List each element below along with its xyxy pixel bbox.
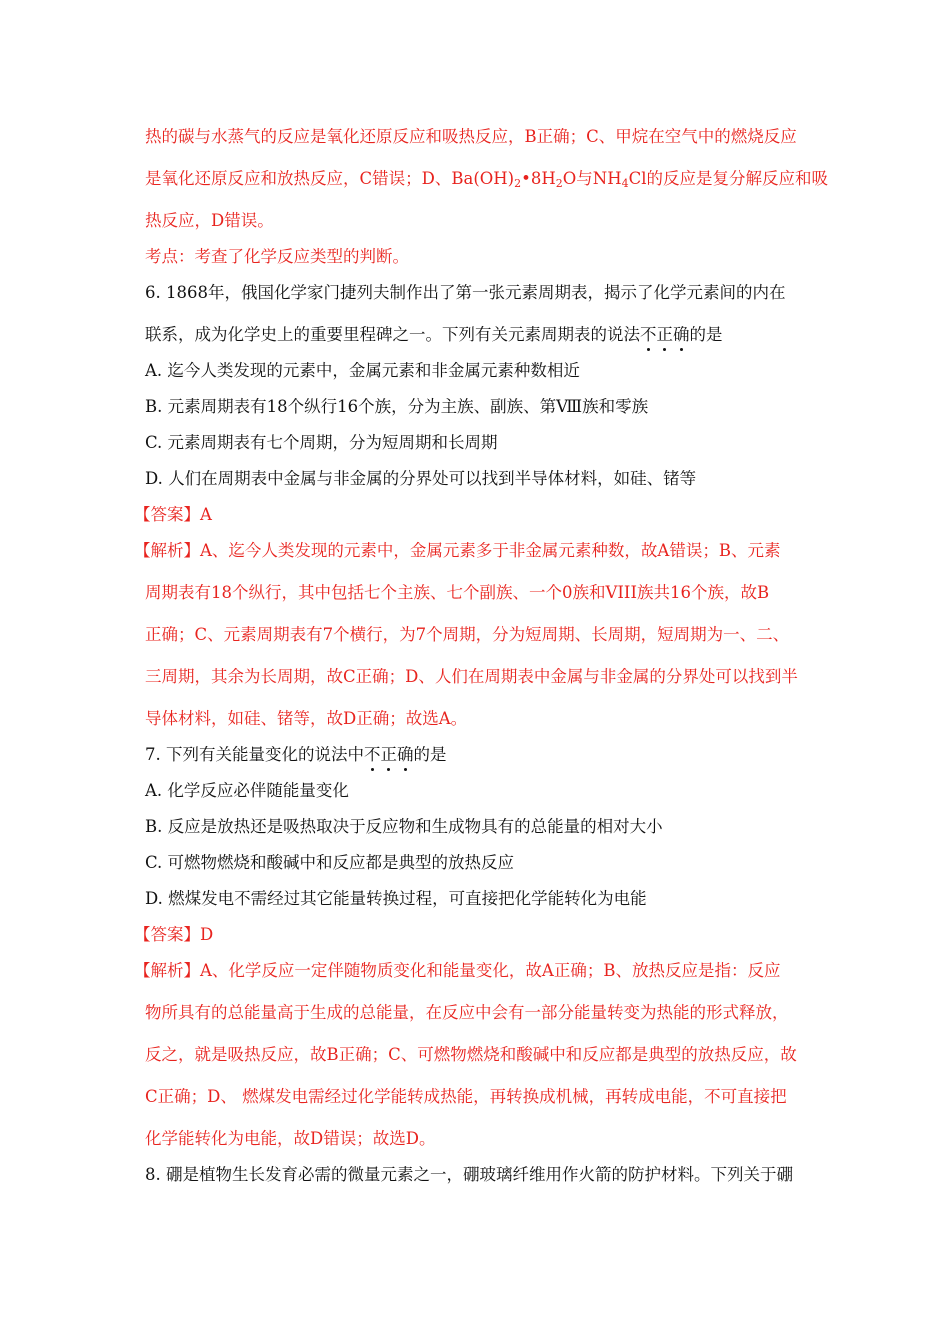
q6-stem-line-2: 联系，成为化学史上的重要里程碑之一。下列有关元素周期表的说法不正确的是 [145, 325, 723, 344]
emphasis-dot-char: 不 [364, 745, 381, 764]
q7-option-c: C. 可燃物燃烧和酸碱中和反应都是典型的放热反应 [145, 853, 515, 872]
q6-option-a: A. 迄今人类发现的元素中，金属元素和非金属元素种数相近 [145, 361, 580, 380]
q7-analysis-line-4: C正确；D、 燃煤发电需经过化学能转成热能，再转换成机械，再转成电能，不可直接把 [145, 1087, 787, 1106]
q7-analysis-line-1: 【解析】A、化学反应一定伴随物质变化和能量变化，故A正确；B、放热反应是指：反应 [134, 961, 781, 980]
q6-analysis-line-2: 周期表有18个纵行，其中包括七个主族、七个副族、一个0族和VIII族共16个族，故B [145, 583, 770, 602]
q6-stem-line-1: 6. 1868年，俄国化学家门捷列夫制作出了第一张元素周期表，揭示了化学元素间的内在 [145, 283, 786, 302]
q6-option-b: B. 元素周期表有18个纵行16个族，分为主族、副族、第Ⅷ族和零族 [145, 397, 649, 416]
q7-analysis-line-3: 反之，就是吸热反应，故B正确；C、可燃物燃烧和酸碱中和反应都是典型的放热反应，故 [145, 1045, 797, 1064]
q5-analysis-line-2: 是氧化还原反应和放热反应，C错误；D、$Ba(OH)_2•8H_2O$与$NH_4Cl$的反应是复分解反应和吸 [145, 169, 829, 190]
emphasis-dot-char: 正 [656, 325, 673, 344]
q6-analysis-line-5: 导体材料，如硅、锗等，故D正确；故选A。 [145, 709, 468, 728]
emphasis-dot-char: 正 [380, 745, 397, 764]
q6-answer: 【答案】A [134, 505, 212, 524]
q7-analysis-line-2: 物所具有的总能量高于生成的总能量，在反应中会有一部分能量转变为热能的形式释放， [145, 1003, 789, 1022]
q6-analysis-line-1: 【解析】A、迄今人类发现的元素中，金属元素多于非金属元素种数，故A错误；B、元素 [134, 541, 781, 560]
q7-option-b: B. 反应是放热还是吸热取决于反应物和生成物具有的总能量的相对大小 [145, 817, 663, 836]
q7-stem: 7. 下列有关能量变化的说法中不正确的是 [145, 745, 447, 764]
q7-answer: 【答案】D [134, 925, 214, 944]
q6-analysis-line-3: 正确；C、元素周期表有7个横行，为7个周期，分为短周期、长周期，短周期为一、二、 [145, 625, 790, 644]
q7-option-a: A. 化学反应必伴随能量变化 [145, 781, 349, 800]
q5-kaodian: 考点：考查了化学反应类型的判断。 [145, 247, 409, 266]
q6-analysis-line-4: 三周期，其余为长周期，故C正确；D、人们在周期表中金属与非金属的分界处可以找到半 [145, 667, 798, 686]
emphasis-dot-char: 确 [673, 325, 690, 344]
q8-stem-line-1: 8. 硼是植物生长发育必需的微量元素之一，硼玻璃纤维用作火箭的防护材料。下列关于硼 [145, 1165, 793, 1184]
q7-analysis-line-5: 化学能转化为电能，故D错误；故选D。 [145, 1129, 436, 1148]
q7-option-d: D. 燃煤发电不需经过其它能量转换过程，可直接把化学能转化为电能 [145, 889, 647, 908]
emphasis-dot-char: 确 [397, 745, 414, 764]
q5-analysis-line-3: 热反应，D错误。 [145, 211, 274, 230]
q6-option-c: C. 元素周期表有七个周期，分为短周期和长周期 [145, 433, 498, 452]
q6-option-d: D. 人们在周期表中金属与非金属的分界处可以找到半导体材料，如硅、锗等 [145, 469, 697, 488]
emphasis-dot-char: 不 [640, 325, 657, 344]
q5-analysis-line-1: 热的碳与水蒸气的反应是氧化还原反应和吸热反应，B正确；C、甲烷在空气中的燃烧反应 [145, 127, 797, 146]
